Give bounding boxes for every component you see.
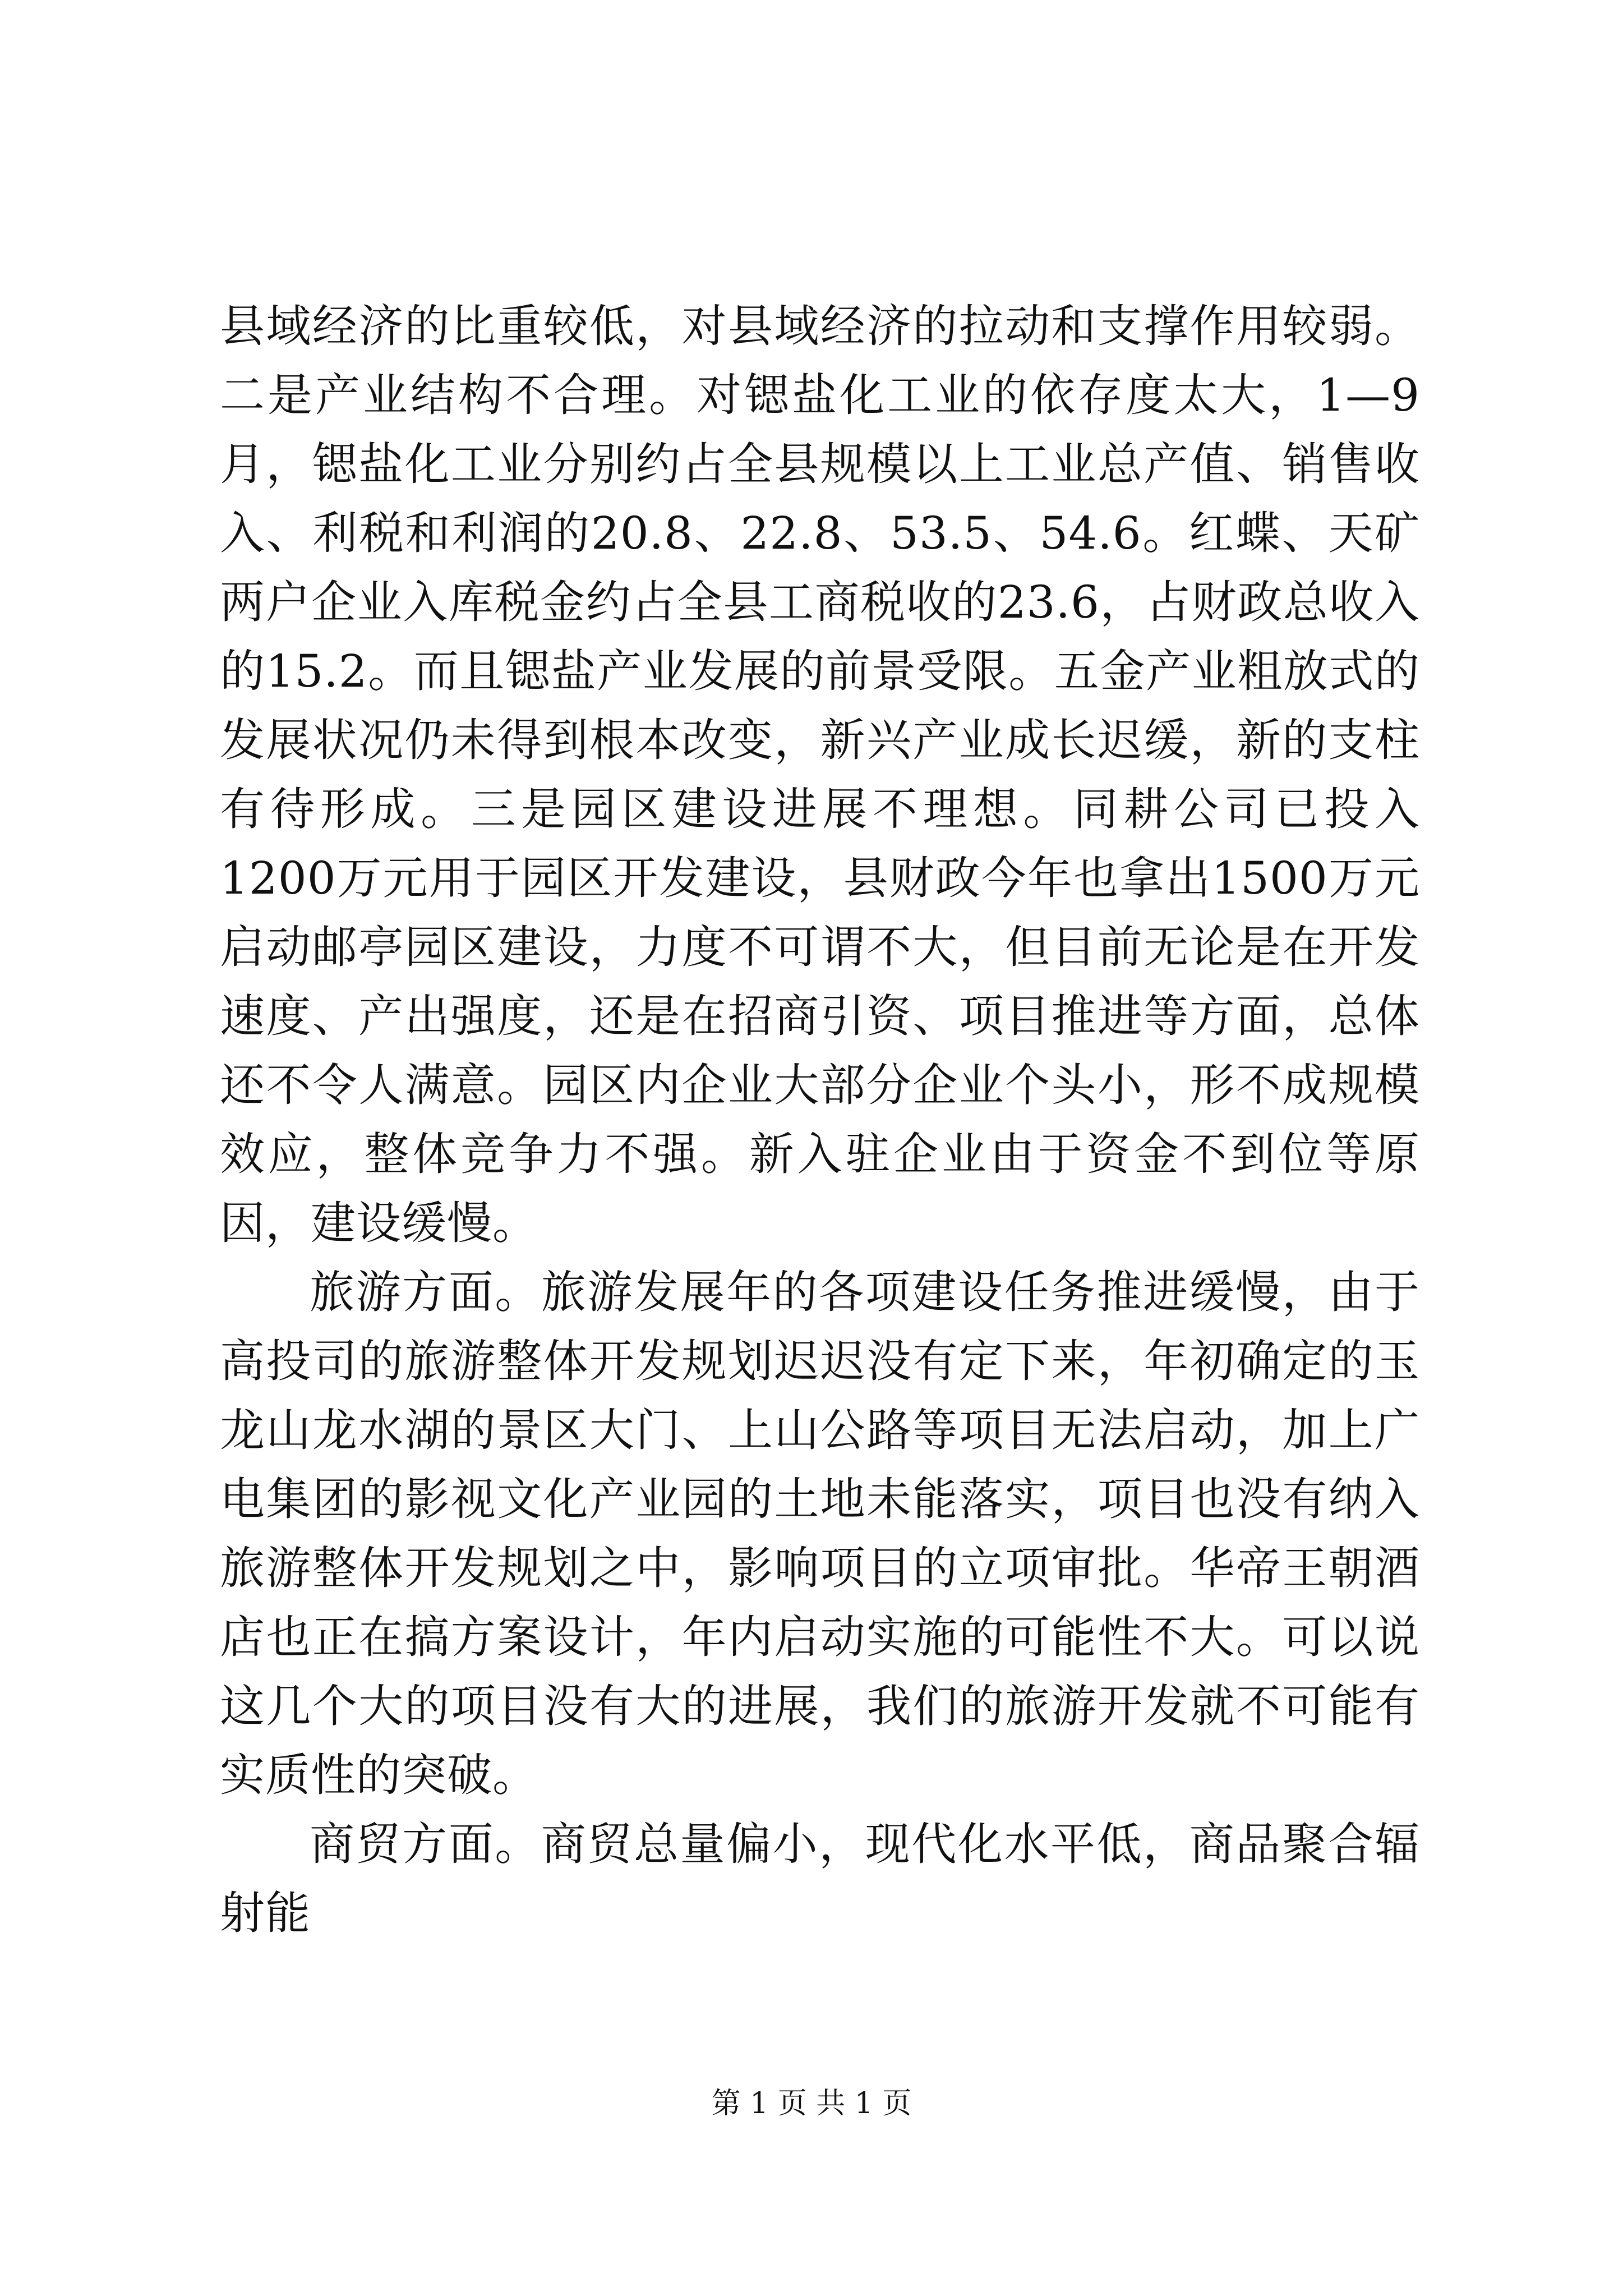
paragraph-commerce: 商贸方面。商贸总量偏小，现代化水平低，商品聚合辐射能 xyxy=(220,1818,1420,1939)
page-footer: 第 1 页 共 1 页 xyxy=(711,2087,912,2120)
paragraph-industry: 县域经济的比重较低，对县域经济的拉动和支撑作用较弱。二是产业结构不合理。对锶盐化工业的依存度太大，1—9月，锶盐化工业分别约占全县规模以上工业总产值、销售收入、利税和利润的20.8、22.8、53.5、54.6。红蝶、天矿两户企业入库税金约占全县工商税收的23.6，占财政总收入的15.2。而且锶盐产业发展的前景受限。五金产业粗放式的发展状况仍未得到根本改变，新兴产业成长迟缓，新的支柱有待形成。三是园区建设进展不理想。同耕公司已投入1200万元用于园区开发建设，县财政今年也拿出1500万元启动邮亭园区建设，力度不可谓不大，但目前无论是在开发速度、产出强度，还是在招商引资、项目推进等方面，总体还不令人满意。园区内企业大部分企业个头小，形不成规模效应，整体竞争力不强。新入驻企业由于资金不到位等原因，建设缓慢。 xyxy=(220,300,1420,1249)
document-body xyxy=(220,292,1420,1948)
paragraph-tourism: 旅游方面。旅游发展年的各项建设任务推进缓慢，由于高投司的旅游整体开发规划迟迟没有定下来，年初确定的玉龙山龙水湖的景区大门、上山公路等项目无法启动，加上广电集团的影视文化产业园的土地未能落实，项目也没有纳入旅游整体开发规划之中，影响项目的立项审批。华帝王朝酒店也正在搞方案设计，年内启动实施的可能性不大。可以说这几个大的项目没有大的进展，我们的旅游开发就不可能有实质性的突破。 xyxy=(220,1266,1420,1801)
